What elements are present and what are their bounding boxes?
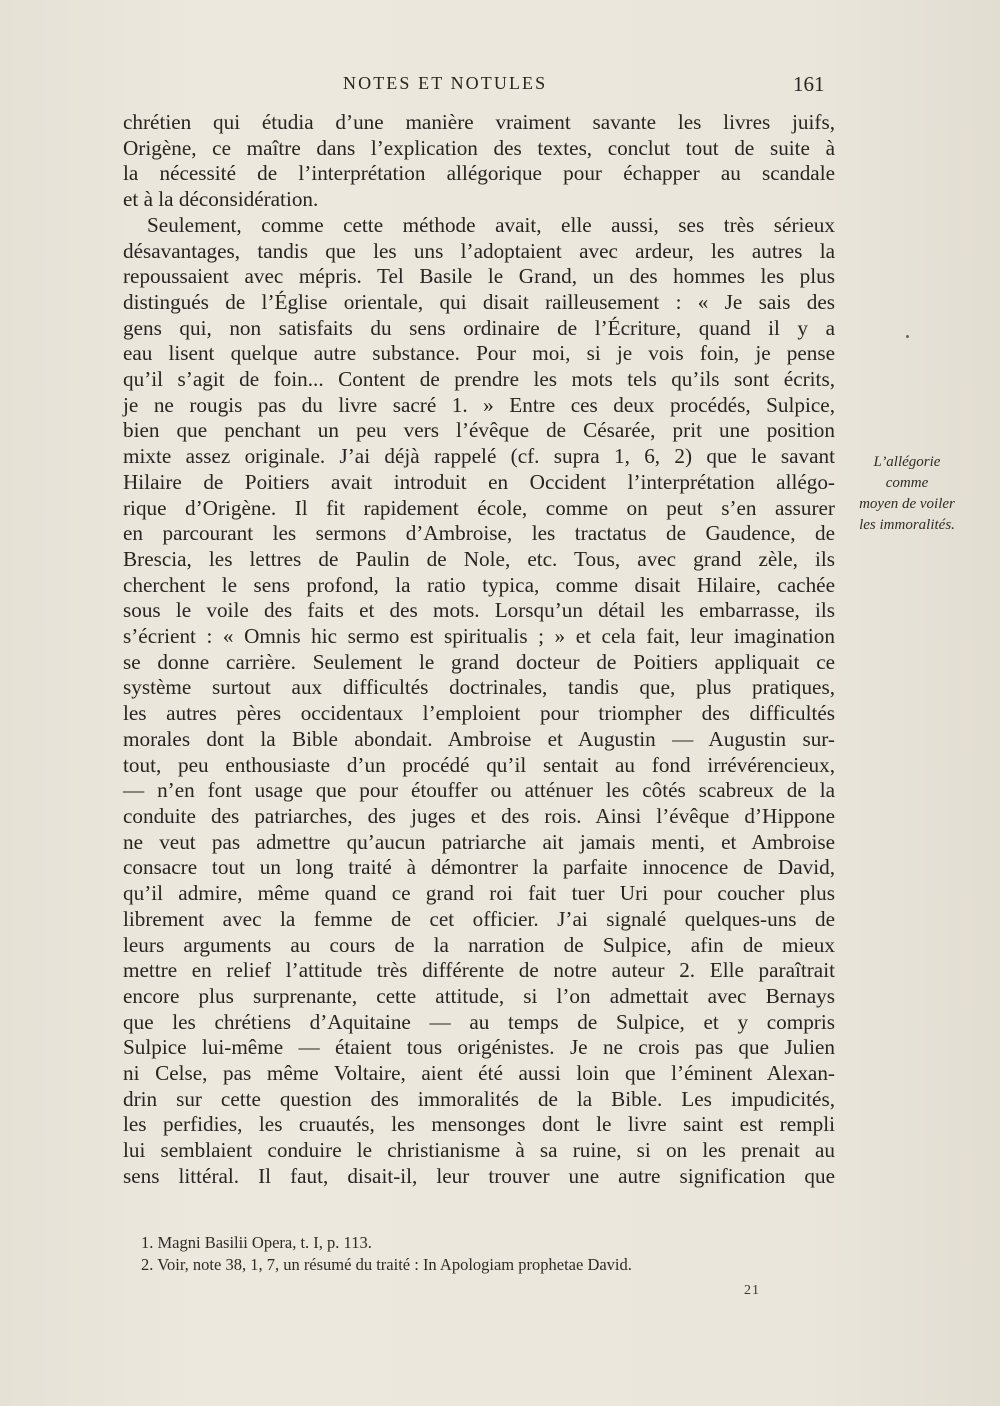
margin-dot-mark	[906, 335, 909, 338]
body-line: les perfidies, les cruautés, les mensonges dont le livre saint est rempli	[123, 1112, 835, 1137]
body-line: drin sur cette question des immoralités de la Bible. Les impudicités,	[123, 1086, 835, 1111]
body-line: se donne carrière. Seulement le grand docteur de Poitiers appliquait ce	[123, 649, 835, 674]
body-line: leurs arguments au cours de la narration de Sulpice, afin de mieux	[123, 932, 835, 957]
body-line: tout, peu enthousiaste d’un procédé qu’il sentait au fond irrévérencieux,	[123, 752, 835, 777]
body-line: ni Celse, pas même Voltaire, aient été aussi loin que l’éminent Alexan-	[123, 1061, 835, 1086]
body-line: cherchent le sens profond, la ratio typica, comme disait Hilaire, cachée	[123, 572, 835, 597]
body-line: mixte assez originale. J’ai déjà rappelé (cf. supra 1, 6, 2) que le savant	[123, 444, 835, 469]
body-line: encore plus surprenante, cette attitude, si l’on admettait avec Bernays	[123, 983, 835, 1008]
running-header-title: NOTES ET NOTULES	[343, 73, 548, 93]
body-line: désavantages, tandis que les uns l’adoptaient avec ardeur, les autres la	[123, 238, 835, 263]
body-line: — n’en font usage que pour étouffer ou atténuer les côtés scabreux de la	[123, 778, 835, 803]
body-line: conduite des patriarches, des juges et des rois. Ainsi l’évêque d’Hippone	[123, 803, 835, 828]
body-line: sous le voile des faits et des mots. Lorsqu’un détail les embarrasse, ils	[123, 598, 835, 623]
margin-note-line-2: comme	[885, 475, 929, 491]
footnote-1: 1. Magni Basilii Opera, t. I, p. 113.	[141, 1233, 372, 1252]
body-line: je ne rougis pas du livre sacré 1. » Entre ces deux procédés, Sulpice,	[123, 392, 835, 417]
main-text-block	[123, 110, 835, 1190]
body-line: Sulpice lui-même — étaient tous origénistes. Je ne crois pas que Julien	[123, 1035, 835, 1060]
body-line: gens qui, non satisfaits du sens ordinaire de l’Écriture, quand il y a	[123, 315, 835, 340]
body-line: en parcourant les sermons d’Ambroise, les tractatus de Gaudence, de	[123, 521, 835, 546]
body-line: chrétien qui étudia d’une manière vraiment savante les livres juifs,	[123, 110, 835, 134]
footnote-2: 2. Voir, note 38, 1, 7, un résumé du traité : In Apologiam prophetae David.	[141, 1255, 632, 1274]
margin-note-line-4: les immoralités.	[859, 517, 955, 533]
body-line: qu’il admire, même quand ce grand roi fait tuer Uri pour coucher plus	[123, 881, 835, 906]
body-line: rique d’Origène. Il fit rapidement école, comme on peut s’en assurer	[123, 495, 835, 520]
body-line: sens littéral. Il faut, disait-il, leur trouver une autre signification que	[123, 1163, 835, 1188]
body-line: morales dont la Bible abondait. Ambroise et Augustin — Augustin sur-	[123, 726, 835, 751]
printer-signature: 21	[744, 1283, 760, 1298]
body-line: qu’il s’agit de foin... Content de prendre les mots tels qu’ils sont écrits,	[123, 367, 835, 392]
body-line: Brescia, les lettres de Paulin de Nole, etc. Tous, avec grand zèle, ils	[123, 546, 835, 571]
body-line: lui semblaient conduire le christianisme à sa ruine, si on les prenait au	[123, 1138, 835, 1163]
body-line: système surtout aux difficultés doctrinales, tandis que, plus pratiques,	[123, 675, 835, 700]
body-line: et à la déconsidération.	[123, 187, 319, 212]
body-line: Hilaire de Poitiers avait introduit en Occident l’interprétation allégo-	[123, 469, 835, 494]
body-line: les autres pères occidentaux l’emploient pour triompher des difficultés	[123, 701, 835, 726]
body-line: mettre en relief l’attitude très différente de notre auteur 2. Elle paraîtrait	[123, 958, 835, 983]
footnotes-block	[141, 1232, 632, 1276]
margin-note-line-1: L’allégorie	[873, 454, 941, 470]
body-line: la nécessité de l’interprétation allégorique pour échapper au scandale	[123, 161, 835, 186]
body-line: que les chrétiens d’Aquitaine — au temps de Sulpice, et y compris	[123, 1009, 835, 1034]
margin-note-line-3: moyen de voiler	[859, 496, 955, 512]
body-line: distingués de l’Église orientale, qui disait railleusement : « Je sais des	[123, 289, 835, 314]
body-line: s’écrient : « Omnis hic sermo est spiritualis ; » et cela fait, leur imagination	[123, 624, 835, 649]
body-line: Seulement, comme cette méthode avait, elle aussi, ses très sérieux	[147, 212, 835, 237]
body-line: librement avec la femme de cet officier. J’ai signalé quelques-uns de	[123, 906, 835, 931]
body-line: ne veut pas admettre qu’aucun patriarche ait jamais menti, et Ambroise	[123, 829, 835, 854]
margin-note	[842, 452, 972, 536]
page-number: 161	[793, 72, 825, 96]
body-line: eau lisent quelque autre substance. Pour moi, si je vois foin, je pense	[123, 341, 835, 366]
body-line: repoussaient avec mépris. Tel Basile le Grand, un des hommes les plus	[123, 264, 835, 289]
body-line: consacre tout un long traité à démontrer la parfaite innocence de David,	[123, 855, 835, 880]
body-line: Origène, ce maître dans l’explication des textes, conclut tout de suite à	[123, 135, 835, 160]
body-line: bien que penchant un peu vers l’évêque de Césarée, prit une position	[123, 418, 835, 443]
